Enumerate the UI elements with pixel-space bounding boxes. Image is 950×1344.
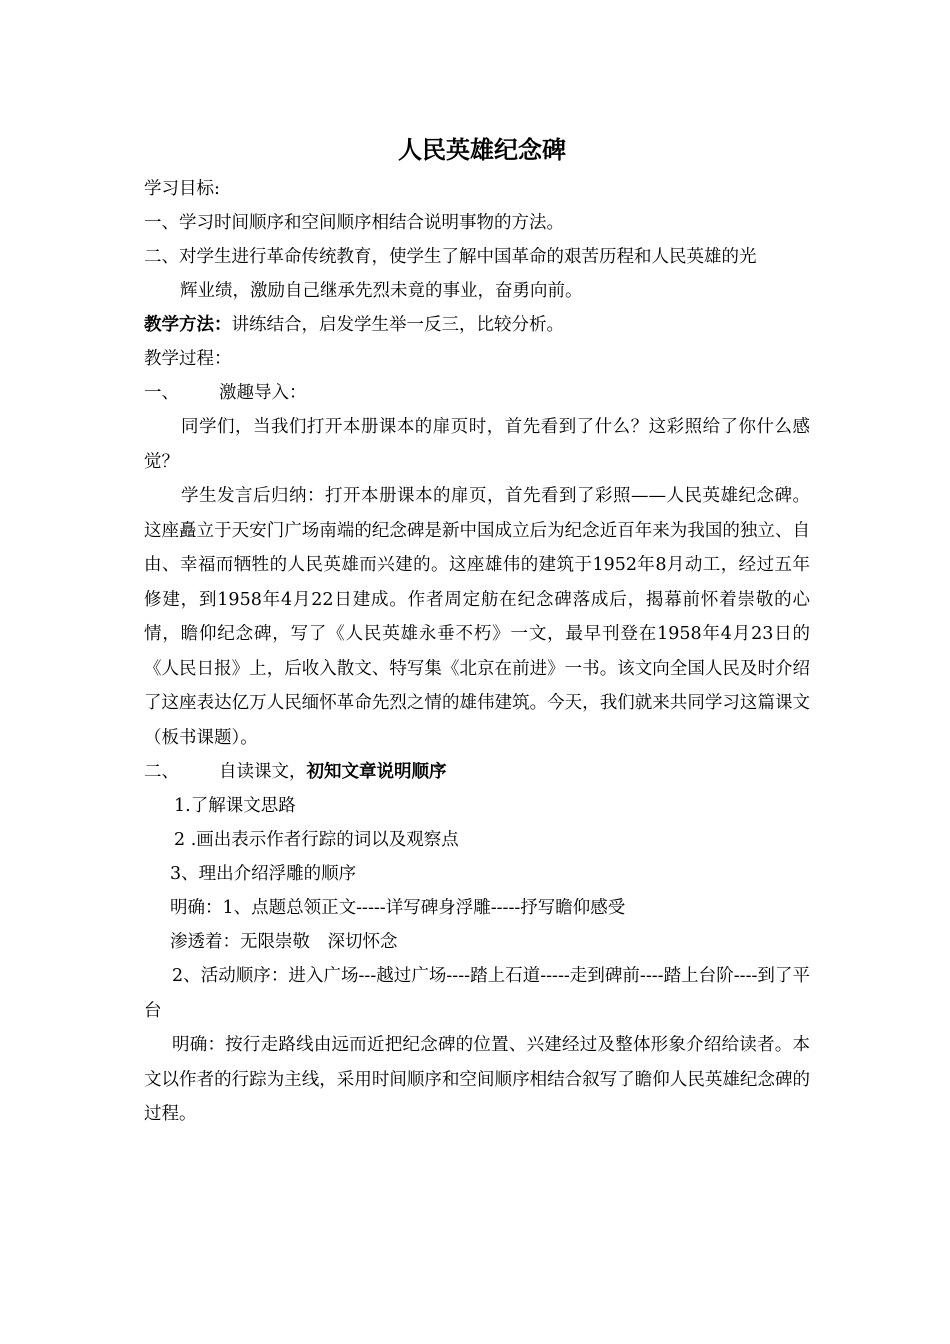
task-2: 2 .画出表示作者行踪的词以及观察点 [174,830,459,850]
clarify-2-paragraph: 明确：按行走路线由远而近把纪念碑的位置、兴建经过及整体形象介绍给读者。本文以作者的行踪为主线，采用时间顺序和空间顺序相结合叙写了瞻仰人民英雄纪念碑的过程。 [144,1035,810,1124]
process-heading: 教学过程： [144,349,232,369]
section-2-heading [144,755,810,789]
intro-paragraph: 同学们，当我们打开本册课本的扉页时，首先看到了什么？这彩照给了你什么感觉？ [144,417,810,472]
section-2-number: 二、 [144,762,179,782]
section-2-title-bold: 初知文章说明顺序 [306,762,447,782]
section-1-number: 一、 [144,383,179,403]
teaching-method-label: 教学方法： [144,315,232,335]
section-1-heading [144,376,810,410]
infuse-line: 渗透着：无限崇敬 深切怀念 [170,932,398,952]
objective-1: 一、学习时间顺序和空间顺序相结合说明事物的方法。 [144,213,564,233]
objective-2-line-1: 二、对学生进行革命传统教育，使学生了解中国革命的艰苦历程和人民英雄的光 [144,247,757,267]
summary-paragraph: 学生发言后归纳：打开本册课本的扉页，首先看到了彩照——人民英雄纪念碑。这座矗立于天安门广场南端的纪念碑是新中国成立后为纪念近百年来为我国的独立、自由、幸福而牺牲的人民英雄而兴建的。这座雄伟的建筑于1952年8月动工，经过五年修建，到1958年4月22日建成。作者周定舫在纪念碑落成后，揭幕前怀着崇敬的心情，瞻仰纪念碑，写了《人民英雄永垂不朽》一文，最早刊登在1958年4月23日的《人民日报》上，后收入散文、特写集《北京在前进》一书。该文向全国人民及时介绍了这座表达亿万人民缅怀革命先烈之情的雄伟建筑。今天，我们就来共同学习这篇课文（板书课题）。 [144,486,810,748]
activity-order-paragraph: 2、活动顺序：进入广场---越过广场----踏上石道-----走到碑前----踏上台阶----到了平台 [144,966,810,1021]
document-content [144,128,810,1132]
clarify-1: 明确：1、点题总领正文-----详写碑身浮雕-----抒写瞻仰感受 [170,898,626,918]
task-1: 1.了解课文思路 [174,796,296,816]
section-1-title: 激趣导入： [219,383,307,403]
section-2-title: 自读课文， [219,762,307,782]
objectives-heading: 学习目标: [144,179,220,199]
task-3: 3、理出介绍浮雕的顺序 [170,864,357,884]
objective-2-line-2: 辉业绩，激励自己继承先烈未竟的事业，奋勇向前。 [180,281,583,301]
page-title: 人民英雄纪念碑 [398,135,566,164]
teaching-method [144,308,810,342]
teaching-method-text: 讲练结合，启发学生举一反三，比较分析。 [231,315,564,335]
